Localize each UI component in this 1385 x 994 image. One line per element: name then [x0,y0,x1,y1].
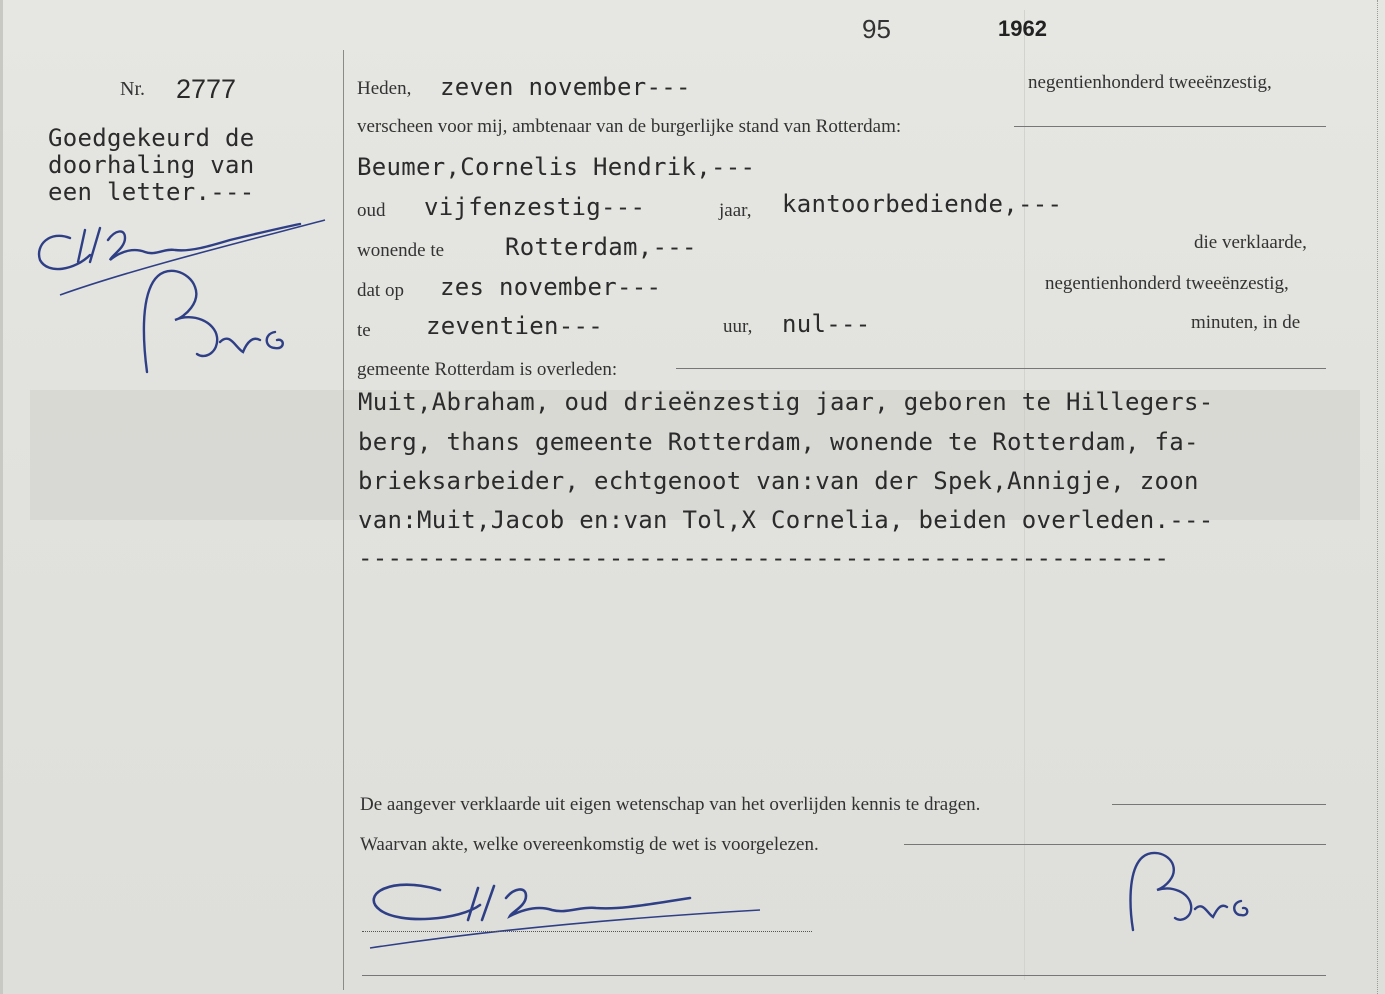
wonende-value: Rotterdam,--- [505,233,697,261]
year-words-2: negentienhonderd tweeënzestig, [1045,273,1289,294]
signature-declarant [360,870,780,950]
column-divider [343,50,344,990]
te-label: te [357,320,371,341]
jaar-label: jaar, [719,200,752,221]
uur-label: uur, [723,316,753,337]
verscheen-text: verscheen voor mij, ambtenaar van de burgerlijke stand van Rotterdam: [357,116,902,137]
waarvan-text: Waarvan akte, welke overeenkomstig de wet is voorgelezen. [360,834,819,855]
page-edge-right [1377,0,1379,994]
aangever-fill-line [1112,804,1326,805]
bottom-rule [362,975,1326,976]
signature-official [1125,845,1285,935]
wonende-label: wonende te [357,240,445,261]
die-verklaarde: die verklaarde, [1194,232,1307,253]
uur-value: nul--- [782,310,871,338]
body-line-4: van:Muit,Jacob en:van Tol,X Cornelia, beiden overleden.--- [358,506,1214,534]
oud-value: vijfenzestig--- [424,193,646,221]
declarant-name: Beumer,Cornelis Hendrik,--- [357,153,756,181]
minuten-label: minuten, in de [1191,312,1301,333]
gemeente-label: gemeente Rotterdam is overleden: [357,359,618,380]
page-number: 95 [862,14,891,44]
margin-note-line-3: een letter.--- [48,178,255,206]
verscheen-fill-line [1014,126,1326,127]
year-heading: 1962 [998,16,1047,41]
margin-note-line-1: Goedgekeurd de [48,124,255,152]
aangever-text: De aangever verklaarde uit eigen wetenschap van het overlijden kennis te dragen. [360,794,981,815]
year-words: negentienhonderd tweeënzestig, [1028,72,1272,93]
dash-line: ------------------------------------------------------- [358,544,1170,572]
margin-signature-official [135,262,315,382]
heden-value: zeven november--- [440,73,691,101]
occupation: kantoorbediende,--- [782,190,1063,218]
nr-value: 2777 [176,74,237,104]
datop-label: dat op [357,280,404,301]
body-line-1: Muit,Abraham, oud drieënzestig jaar, geboren te Hillegers- [358,388,1214,416]
body-line-3: brieksarbeider, echtgenoot van:van der Spek,Annigje, zoon [358,467,1199,495]
datop-value: zes november--- [440,273,662,301]
te-value: zeventien--- [426,312,603,340]
page-edge-left [0,0,3,994]
margin-note-line-2: doorhaling van [48,151,255,179]
signature-line-declarant [362,931,812,932]
gemeente-fill-line [676,368,1326,369]
body-line-2: berg, thans gemeente Rotterdam, wonende te Rotterdam, fa- [358,428,1199,456]
oud-label: oud [357,200,386,221]
nr-label: Nr. [120,78,145,100]
heden-label: Heden, [357,78,412,99]
